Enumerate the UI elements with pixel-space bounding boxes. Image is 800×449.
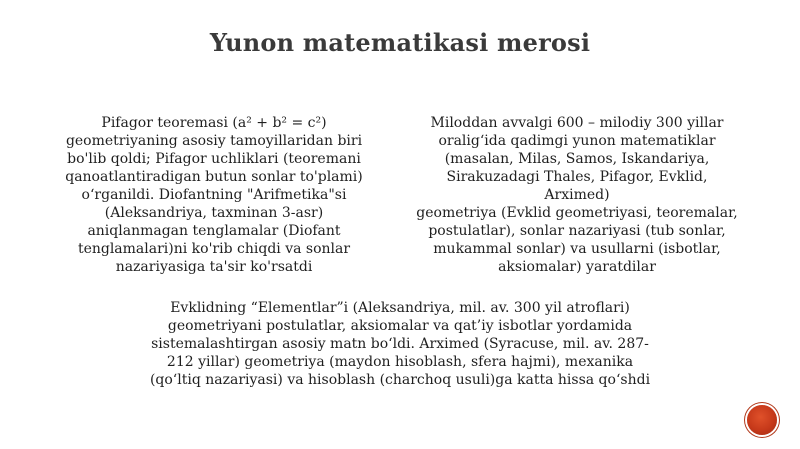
text-block-right: Miloddan avvalgi 600 – milodiy 300 yillar oralig‘ida qadimgi yunon matematiklar (masalan, Milas, Samos, Iskandariya, Sirakuzadagi Thales, Pifagor, Evklid, Arximed) geometriya (Evklid geometriyasi, teoremalar, postulatlar), sonlar nazariyasi (tub sonlar, mukammal sonlar) va usullarni (isbotlar, aksiomalar) yaratdilar xyxy=(416,115,738,275)
text-block-bottom: Evklidning “Elementlar”i (Aleksandriya, mil. av. 300 yil atroflari) geometriyani postulatlar, aksiomalar va qat’iy isbotlar yordamida sistemalashtirgan asosiy matn bo‘ldi. Arximed (Syracuse, mil. av. 287- 212 yillar) geometriya (maydon hisoblash, sfera hajmi), mexanika (qo‘ltiq nazariyasi) va hisoblash (charchoq usuli)ga katta hissa qo‘shdi xyxy=(149,300,651,388)
text-block-left: Pifagor teoremasi (a² + b² = c²) geometriyaning asosiy tamoyillaridan biri bo'lib qoldi; Pifagor uchliklari (teoremani qanoatlantiradigan butun sonlar to'plami) o‘rganildi. Diofantning "Arifmetika"si (Aleksandriya, taxminan 3-asr) aniqlanmagan tenglamalar (Diofant tenglamalari)ni ko'rib chiqdi va sonlar nazariyasiga ta'sir ko'rsatdi xyxy=(65,115,363,275)
red-circle-nav-icon[interactable] xyxy=(747,405,777,435)
slide-title: Yunon matematikasi merosi xyxy=(209,28,591,57)
